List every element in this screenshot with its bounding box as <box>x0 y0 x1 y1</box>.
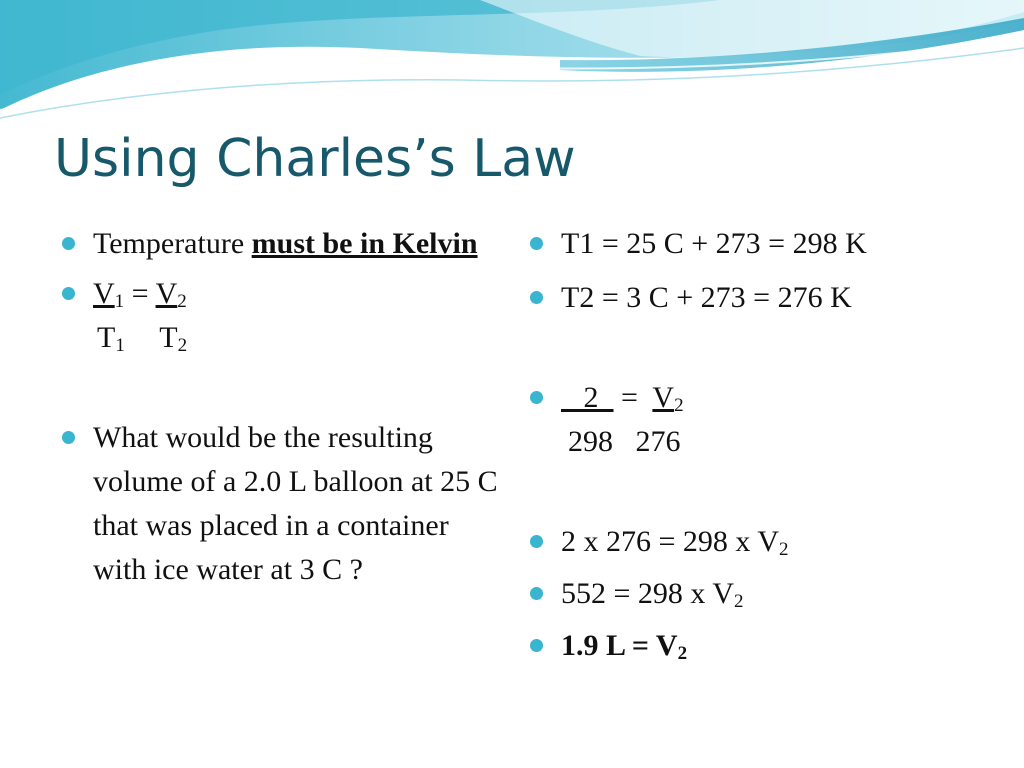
right-column <box>530 222 990 668</box>
question-text: What would be the resulting volume of a 2.0 L balloon at 25 C that was placed in a container with ice water at 3 C ? <box>93 421 498 586</box>
bullet-dot-icon <box>530 535 543 548</box>
bullet-simplify <box>530 572 990 616</box>
equation-denominators <box>62 316 502 360</box>
bullet-question <box>62 416 502 592</box>
bullet-charles-equation <box>62 272 502 316</box>
substitution-denominators: 298 276 <box>568 425 681 458</box>
header-wave-decoration <box>0 0 1024 130</box>
temperature-emphasis: must be in Kelvin <box>251 227 478 260</box>
equation-v1: $V_1$ <box>93 277 125 312</box>
bullet-cross-multiply <box>530 520 990 564</box>
bullet-substitution <box>530 376 990 420</box>
equation-equals: = <box>124 277 156 310</box>
bullet-temperature <box>62 222 502 266</box>
substitution-numerator-left: 2 <box>561 381 614 414</box>
substitution-equals: = <box>613 381 653 414</box>
bullet-dot-icon <box>530 291 543 304</box>
t2-conversion: T2 = 3 C + 273 = 276 K <box>561 281 852 314</box>
substitution-numerator-right: $V_2$ <box>652 381 684 416</box>
equation-v2: $V_2$ <box>155 277 187 312</box>
simplify-text: 552 = 298 x $V_2$ <box>561 577 744 612</box>
bullet-dot-icon <box>62 287 75 300</box>
bullet-dot-icon <box>530 639 543 652</box>
left-column <box>62 222 502 592</box>
bullet-dot-icon <box>62 237 75 250</box>
equation-t2: $T_2$ <box>159 321 188 356</box>
slide-title: Using Charles’s Law <box>54 129 576 189</box>
bullet-dot-icon <box>530 587 543 600</box>
bullet-t2 <box>530 276 990 320</box>
bullet-t1 <box>530 222 990 266</box>
bullet-dot-icon <box>530 391 543 404</box>
answer-text: 1.9 $L = V_2$ <box>561 629 688 664</box>
bullet-answer <box>530 624 990 668</box>
temperature-text: Temperature <box>93 227 252 260</box>
t1-conversion: T1 = 25 C + 273 = 298 K <box>561 227 867 260</box>
cross-multiply-text: 2 x 276 = 298 x $V_2$ <box>561 525 789 560</box>
bullet-dot-icon <box>62 431 75 444</box>
equation-t1: $T_1$ <box>97 321 125 356</box>
bullet-dot-icon <box>530 237 543 250</box>
